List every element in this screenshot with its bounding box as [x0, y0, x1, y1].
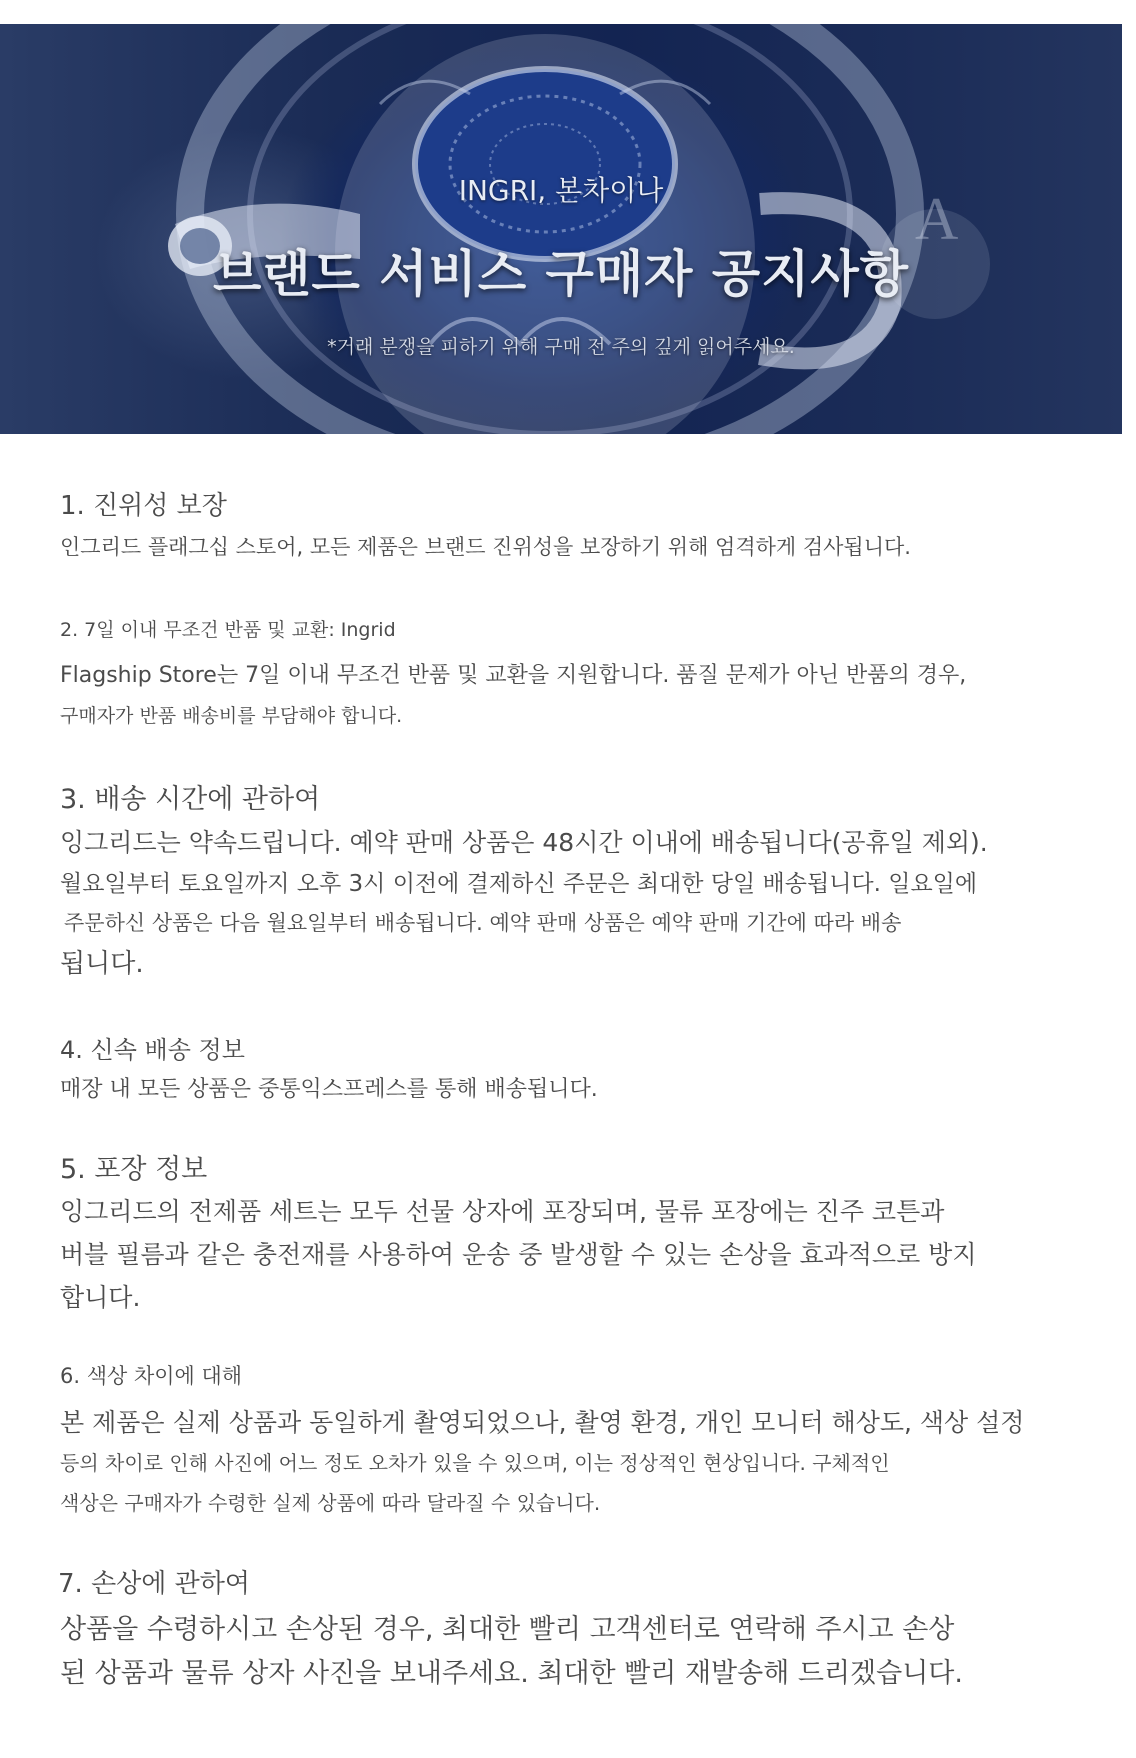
banner-note: *거래 분쟁을 피하기 위해 구매 전 주의 깊게 읽어주세요. [327, 336, 795, 358]
section-text: 등의 차이로 인해 사진에 어느 정도 오차가 있을 수 있으며, 이는 정상적인 현상입니다. 구체적인 [60, 1451, 890, 1475]
section-heading: 1. 진위성 보장 [60, 491, 227, 521]
section-heading: 4. 신속 배송 정보 [60, 1036, 245, 1064]
section-text: 본 제품은 실제 상품과 동일하게 촬영되었으나, 촬영 환경, 개인 모니터 해상도, 색상 설정 [60, 1408, 1025, 1437]
section-text: 됩니다. [60, 949, 144, 979]
section-text: 합니다. [60, 1283, 141, 1312]
section-text: 된 상품과 물류 상자 사진을 보내주세요. 최대한 빨리 재발송해 드리겠습니다. [60, 1658, 963, 1689]
section-text: Flagship Store는 7일 이내 무조건 반품 및 교환을 지원합니다. 품질 문제가 아닌 반품의 경우, [60, 663, 967, 688]
section-text: 구매자가 반품 배송비를 부담해야 합니다. [60, 705, 403, 727]
section-heading: 7. 손상에 관하여 [58, 1569, 251, 1599]
section-heading: 2. 7일 이내 무조건 반품 및 교환: Ingrid [60, 619, 396, 641]
section-text: 잉그리드는 약속드립니다. 예약 판매 상품은 48시간 이내에 배송됩니다(공휴일 제외). [60, 828, 988, 857]
section-text: 인그리드 플래그십 스토어, 모든 제품은 브랜드 진위성을 보장하기 위해 엄격하게 검사됩니다. [60, 535, 911, 559]
page-title: 브랜드 서비스 구매자 공지사항 [212, 245, 910, 303]
section-text: 색상은 구매자가 수령한 실제 상품에 따라 달라질 수 있습니다. [60, 1491, 601, 1515]
section-text: 월요일부터 토요일까지 오후 3시 이전에 결제하신 주문은 최대한 당일 배송됩니다. 일요일에 [60, 871, 978, 897]
section-text: 버블 필름과 같은 충전재를 사용하여 운송 중 발생할 수 있는 손상을 효과적으로 방지 [60, 1240, 977, 1269]
section-text: 잉그리드의 전제품 세트는 모두 선물 상자에 포장되며, 물류 포장에는 진주 코튼과 [60, 1197, 945, 1226]
section-heading: 3. 배송 시간에 관하여 [60, 784, 321, 815]
brand-line: INGRI, 본차이나 [458, 174, 664, 207]
section-text: 매장 내 모든 상품은 중통익스프레스를 통해 배송됩니다. [60, 1077, 598, 1102]
section-heading: 6. 색상 차이에 대해 [60, 1364, 243, 1388]
section-text: 상품을 수령하시고 손상된 경우, 최대한 빨리 고객센터로 연락해 주시고 손상 [60, 1614, 955, 1645]
svg-text:A: A [915, 186, 959, 252]
section-text: 주문하신 상품은 다음 월요일부터 배송됩니다. 예약 판매 상품은 예약 판매 기간에 따라 배송 [64, 911, 902, 935]
hero-banner [0, 24, 1122, 434]
section-heading: 5. 포장 정보 [60, 1154, 208, 1185]
